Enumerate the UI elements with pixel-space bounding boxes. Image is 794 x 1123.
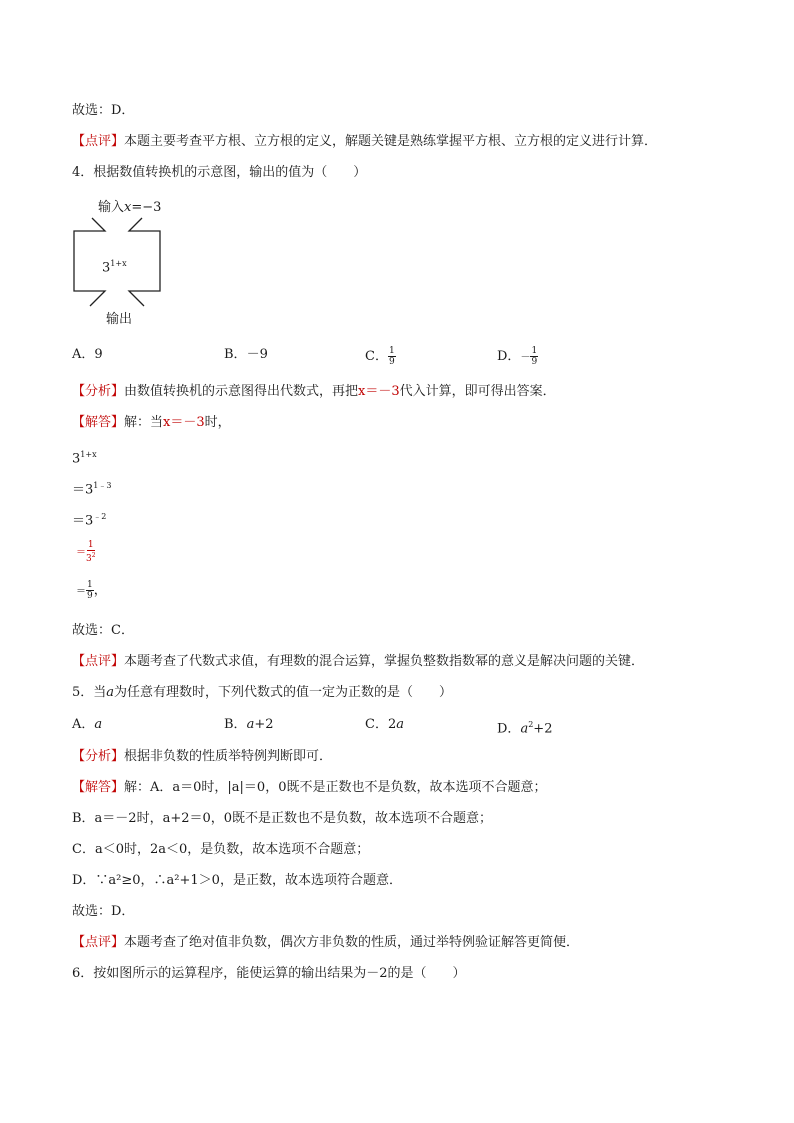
fraction-denominator	[86, 551, 96, 564]
q5-choice: 故选：D．	[72, 904, 135, 919]
q4-step-3	[72, 508, 106, 530]
comment-text: 本题主要考查平方根、立方根的定义，解题关键是熟练掌握平方根、立方根的定义进行计算．	[124, 134, 658, 149]
q5-stem	[72, 684, 452, 702]
comment-text: 本题考查了代数式求值，有理数的混合运算，掌握负整数指数幂的意义是解决问题的关键．	[124, 654, 645, 669]
option-letter: C．	[365, 717, 388, 732]
input-prefix: 输入	[98, 200, 125, 215]
q4-comment	[72, 653, 644, 671]
option-variable: a	[94, 717, 103, 732]
input-variable: x	[124, 200, 132, 215]
q4-analysis	[72, 383, 556, 401]
denominator-exponent: 2	[91, 552, 96, 559]
q5-option-a	[72, 716, 102, 734]
fraction-numerator: 1	[531, 346, 538, 356]
q5-solution-line-c: C．a＜0时，2a＜0，是负数，故本选项不合题意；	[72, 842, 370, 857]
step-fraction	[86, 540, 96, 564]
analysis-text: 根据非负数的性质举特例判断即可．	[124, 749, 333, 764]
fraction-numerator: 1	[87, 580, 93, 590]
option-letter: A．	[72, 717, 95, 732]
q4-option-c	[365, 346, 396, 367]
fraction-numerator: 1	[388, 346, 395, 356]
option-letter: D．	[497, 721, 521, 737]
step-base: 3	[85, 513, 94, 529]
conversion-machine-diagram	[72, 196, 172, 328]
option-letter: C．	[365, 349, 388, 364]
comment-tag: 【点评】	[72, 935, 125, 950]
analysis-tag: 【分析】	[72, 749, 125, 764]
machine-output-label: 输出	[106, 312, 133, 327]
step-fraction	[86, 580, 94, 601]
q5-option-c	[365, 716, 404, 734]
comment-tag: 【点评】	[72, 654, 125, 669]
fraction-denominator: 9	[87, 591, 93, 601]
q4-step-2	[72, 477, 111, 499]
fraction-denominator: 9	[531, 357, 538, 367]
step-equals: ＝	[72, 513, 86, 529]
analysis-tag: 【分析】	[72, 384, 125, 399]
step-equals: ＝	[76, 547, 86, 559]
option-letter: B．	[224, 347, 247, 362]
step-equals: ＝	[76, 586, 86, 597]
formula-base: 3	[102, 260, 111, 276]
q5-solution	[72, 779, 546, 797]
q4-solution	[72, 414, 231, 432]
input-value: =−3	[131, 200, 162, 215]
fraction-denominator: 9	[388, 357, 395, 367]
option-rest: +2	[533, 721, 553, 737]
comment-text: 本题考查了绝对值非负数，偶次方非负数的性质，通过举特例验证解答更简便．	[124, 935, 580, 950]
q5-solution-line-d: D．∵a²≥0，∴a²+1＞0，是正数，故本选项符合题意．	[72, 873, 402, 888]
option-letter: D．	[497, 349, 521, 364]
machine-input-label	[98, 196, 161, 215]
q4-option-b	[224, 346, 268, 364]
q5-comment	[72, 934, 579, 952]
q5-option-b	[224, 716, 274, 734]
option-variable: a	[520, 721, 529, 737]
q5-solution-line-b: B．a＝－2时，a+2＝0，0既不是正数也不是负数，故本选项不合题意；	[72, 811, 493, 826]
solution-line-a: 解：A．a＝0时，|a|＝0，0既不是正数也不是负数，故本选项不合题意；	[124, 780, 547, 795]
option-exponent: 2	[528, 720, 534, 729]
option-letter: B．	[224, 717, 247, 732]
option-text: 9	[94, 347, 103, 362]
option-coefficient: 2	[387, 717, 397, 732]
stem-text-end: 为任意有理数时，下列代数式的值一定为正数的是（ ）	[114, 685, 453, 700]
q4-choice: 故选：C．	[72, 623, 134, 638]
stem-variable: a	[106, 685, 115, 700]
q4-option-d	[497, 346, 538, 367]
option-text: －9	[246, 347, 268, 362]
q4-step-5	[76, 580, 107, 601]
comment-tag: 【点评】	[72, 134, 125, 149]
option-rest: +2	[254, 717, 274, 732]
analysis-text-end: 代入计算，即可得出答案．	[399, 384, 556, 399]
option-variable: a	[246, 717, 255, 732]
step-comma: ，	[93, 583, 107, 598]
q4-option-a	[72, 346, 103, 364]
machine-formula	[102, 259, 127, 275]
option-fraction	[388, 346, 396, 367]
denominator-base: 3	[86, 554, 92, 564]
fraction-numerator: 1	[87, 540, 94, 550]
q4-stem: 4．根据数值转换机的示意图，输出的值为（ ）	[72, 165, 367, 180]
step-exponent: 1﹣3	[93, 481, 112, 490]
q4-step-1	[72, 446, 97, 468]
q5-option-d	[497, 716, 552, 738]
q4-step-4	[76, 540, 96, 564]
option-letter: A．	[72, 347, 95, 362]
q6-stem: 6．按如图所示的运算程序，能使运算的输出结果为－2的是（ ）	[72, 966, 466, 981]
solution-tag: 【解答】	[72, 415, 125, 430]
analysis-expression: x＝－3	[358, 384, 400, 399]
step-exponent: ﹣2	[93, 512, 107, 521]
q3-comment	[72, 133, 657, 151]
analysis-text: 由数值转换机的示意图得出代数式，再把	[124, 384, 359, 399]
solution-text: 解：当	[124, 415, 164, 430]
option-sign: －	[520, 352, 531, 363]
option-fraction	[530, 346, 538, 367]
formula-exponent: 1+x	[110, 259, 127, 268]
q3-choice: 故选：D．	[72, 103, 135, 118]
q5-analysis	[72, 748, 332, 766]
stem-text: 5．当	[72, 685, 107, 700]
step-equals: ＝	[72, 482, 86, 498]
solution-tag: 【解答】	[72, 780, 125, 795]
solution-text-end: 时，	[204, 415, 231, 430]
step-base: 3	[85, 482, 94, 498]
step-base: 3	[72, 451, 81, 467]
option-variable: a	[396, 717, 404, 732]
solution-expression: x＝－3	[163, 415, 205, 430]
step-exponent: 1+x	[80, 450, 97, 459]
